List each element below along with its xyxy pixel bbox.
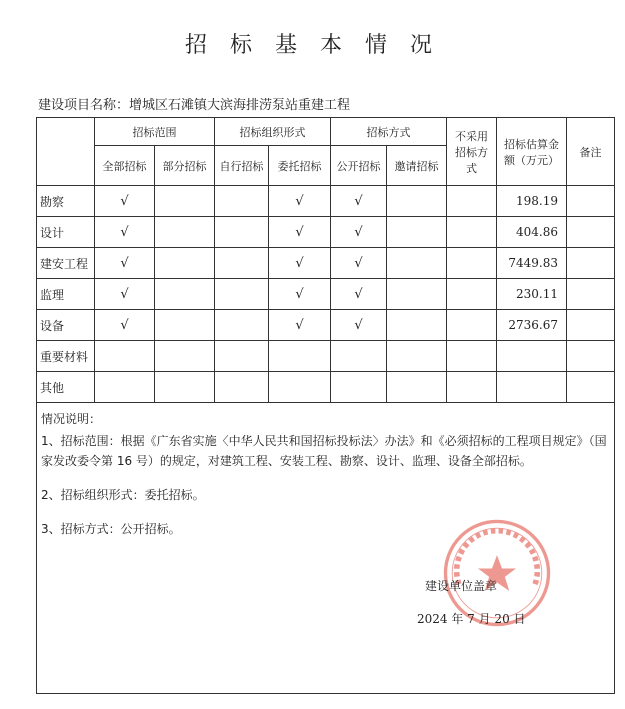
notes-heading: 情况说明： [41,412,102,426]
notes-cell [37,403,615,694]
row-label: 设计 [37,217,95,248]
amount-cell: 230.11 [497,279,567,310]
row-label: 其他 [37,372,95,403]
header-invite: 邀请招标 [387,146,447,186]
corner-cell [37,118,95,186]
check-mark: √ [95,310,155,341]
header-self: 自行招标 [215,146,269,186]
table-row [37,248,615,279]
signature-label: 建设单位盖章 [425,579,498,593]
amount-cell: 404.86 [497,217,567,248]
row-label: 建安工程 [37,248,95,279]
check-mark: √ [269,186,331,217]
row-label: 勘察 [37,186,95,217]
check-mark: √ [269,310,331,341]
check-mark: √ [331,279,387,310]
header-partial: 部分招标 [155,146,215,186]
check-mark: √ [269,248,331,279]
row-label: 设备 [37,310,95,341]
header-estimate: 招标估算金额（万元） [497,118,567,186]
header-not-used: 不采用招标方式 [447,118,497,186]
bidding-table [36,117,615,694]
header-method: 招标方式 [331,118,447,146]
table-row [37,186,615,217]
check-mark: √ [95,217,155,248]
check-mark: √ [331,217,387,248]
notes-item-3: 3、招标方式：公开招标。 [41,522,181,536]
check-mark: √ [331,248,387,279]
notes-item-2: 2、招标组织形式：委托招标。 [41,488,205,502]
page-title: 招 标 基 本 情 况 [185,33,440,58]
notes-item-1: 1、招标范围：根据《广东省实施〈中华人民共和国招标投标法〉办法》和《必须招标的工程项目规定》（国家发改委令第 16 号）的规定，对建筑工程、安装工程、勘察、设计、监理、设备全部招标。 [41,434,607,468]
header-remark: 备注 [567,118,615,186]
check-mark: √ [95,186,155,217]
table-row [37,217,615,248]
header-org-form: 招标组织形式 [215,118,331,146]
table-row [37,372,615,403]
amount-cell: 198.19 [497,186,567,217]
check-mark: √ [331,186,387,217]
amount-cell [497,372,567,403]
sign-date: 2024 年 7 月 20 日 [417,612,526,626]
header-open: 公开招标 [331,146,387,186]
table-row [37,279,615,310]
amount-cell [497,341,567,372]
check-mark: √ [331,310,387,341]
project-name: 建设项目名称：增城区石滩镇大滨海排涝泵站重建工程 [38,98,351,113]
check-mark: √ [269,217,331,248]
check-mark: √ [95,279,155,310]
check-mark: √ [269,279,331,310]
table-row [37,310,615,341]
amount-cell: 7449.83 [497,248,567,279]
table-row [37,341,615,372]
header-full: 全部招标 [95,146,155,186]
check-mark: √ [95,248,155,279]
row-label: 监理 [37,279,95,310]
header-entrust: 委托招标 [269,146,331,186]
row-label: 重要材料 [37,341,95,372]
amount-cell: 2736.67 [497,310,567,341]
header-scope: 招标范围 [95,118,215,146]
